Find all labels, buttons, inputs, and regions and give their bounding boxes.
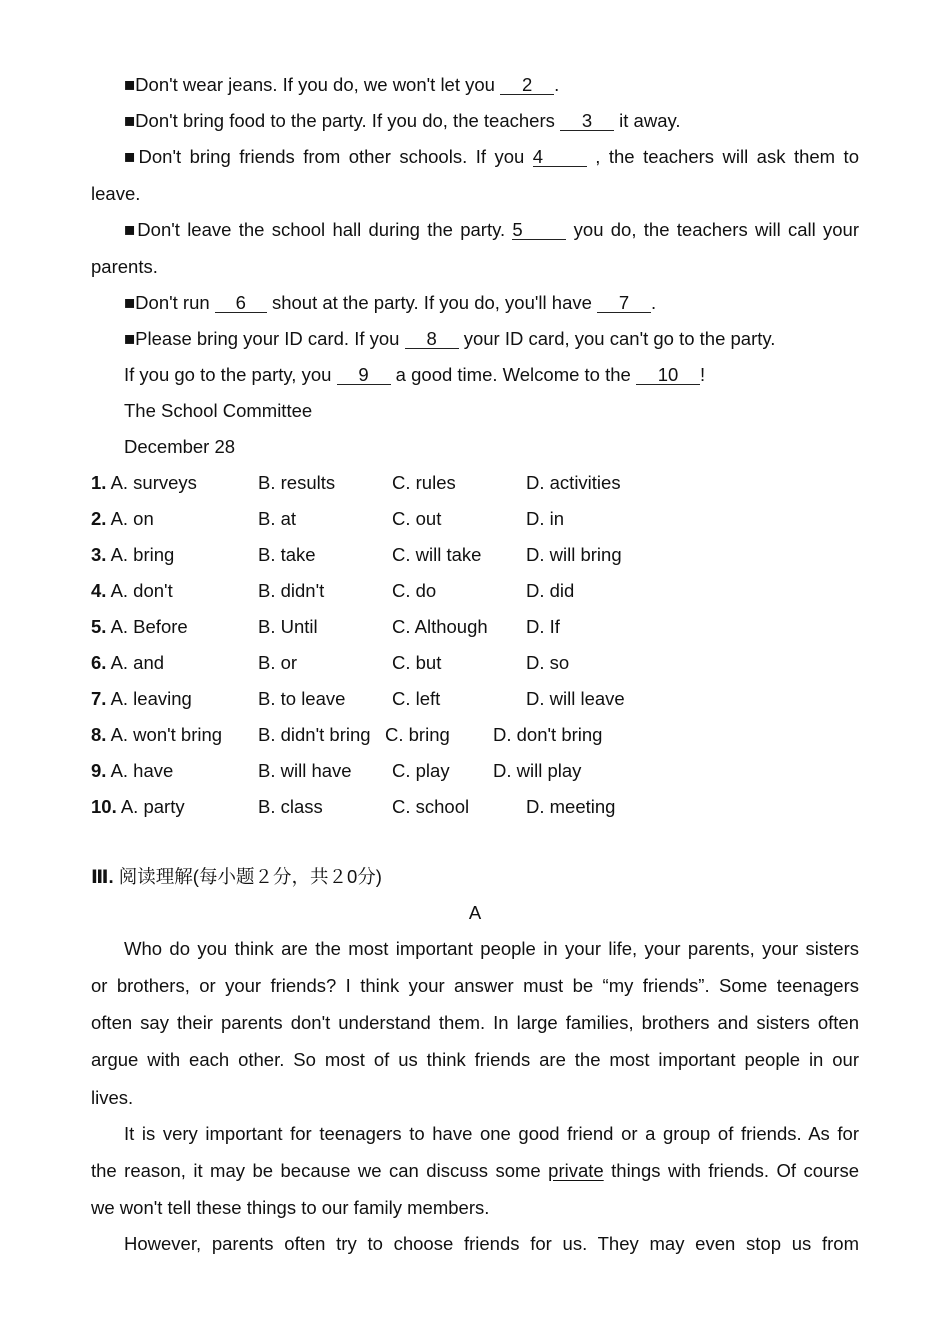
question-row: 8. A. won't bring [91, 724, 223, 745]
section-heading: Ⅲ. 阅读理解(每小题２分，共２0分) [91, 866, 382, 887]
passage-p2-line2: the reason, it may be because we can discuss some private things with friends. Of course [91, 1160, 859, 1181]
passage-p1-line4: argue with each other. So most of us think friends are the most important people in our [91, 1049, 859, 1070]
option-d: D. don't bring [493, 724, 603, 745]
option-d: D. in [526, 508, 565, 529]
option-d: D. If [526, 616, 560, 637]
question-row: 6. A. and [91, 652, 165, 673]
option-c: C. out [392, 508, 442, 529]
option-d: D. will bring [526, 544, 622, 565]
option-c: C. do [392, 580, 437, 601]
passage-p2-line3: we won't tell these things to our family members. [91, 1197, 490, 1218]
blank-4: 4 [533, 147, 587, 167]
question-row: 10. A. party [91, 796, 185, 817]
rule-line-5: ■Don't run 6 shout at the party. If you do, you'll have 7 . [124, 292, 657, 313]
blank-5: 5 [512, 220, 566, 240]
passage-p1-line5: lives. [91, 1087, 134, 1108]
option-c: C. play [392, 760, 450, 781]
option-c: C. bring [385, 724, 450, 745]
passage-p3-line1: However, parents often try to choose friends for us. They may even stop us from [124, 1233, 859, 1254]
passage-p1-line2: or brothers, or your friends? I think your answer must be “my friends”. Some teenagers [91, 975, 859, 996]
question-row: 5. A. Before [91, 616, 188, 637]
rule-line-3-cont: leave. [91, 183, 141, 204]
option-c: C. will take [392, 544, 482, 565]
rule-line-2: ■Don't bring food to the party. If you do, the teachers 3 it away. [124, 110, 681, 131]
option-d: D. did [526, 580, 575, 601]
option-d: D. so [526, 652, 570, 673]
blank-10: 10 [636, 365, 700, 385]
option-c: C. school [392, 796, 470, 817]
option-b: B. at [258, 508, 297, 529]
option-d: D. meeting [526, 796, 616, 817]
blank-7: 7 [597, 293, 651, 313]
option-b: B. didn't [258, 580, 325, 601]
rule-line-7: If you go to the party, you 9 a good time. Welcome to the 10 ! [124, 364, 706, 385]
option-d: D. activities [526, 472, 621, 493]
rule-line-1: ■Don't wear jeans. If you do, we won't let you 2 . [124, 74, 560, 95]
option-b: B. will have [258, 760, 352, 781]
option-b: B. or [258, 652, 298, 673]
signature: The School Committee [124, 400, 313, 421]
underlined-word-private: private [548, 1160, 604, 1181]
passage-p2-line1: It is very important for teenagers to have one good friend or a group of friends. As for [124, 1123, 859, 1144]
blank-9: 9 [337, 365, 391, 385]
passage-title: A [468, 902, 482, 923]
blank-3: 3 [560, 111, 614, 131]
passage-p1-line1: Who do you think are the most important people in your life, your parents, your sisters [124, 938, 859, 959]
option-b: B. didn't bring [258, 724, 371, 745]
option-b: B. to leave [258, 688, 346, 709]
option-b: B. take [258, 544, 316, 565]
blank-6: 6 [215, 293, 267, 313]
option-c: C. rules [392, 472, 456, 493]
question-row: 9. A. have [91, 760, 174, 781]
option-d: D. will play [493, 760, 582, 781]
question-row: 3. A. bring [91, 544, 175, 565]
passage-p1-line3: often say their parents don't understand them. In large families, brothers and sisters often [91, 1012, 859, 1033]
date: December 28 [124, 436, 236, 457]
question-row: 2. A. on [91, 508, 154, 529]
option-c: C. but [392, 652, 442, 673]
question-row: 7. A. leaving [91, 688, 192, 709]
rule-line-4-cont: parents. [91, 256, 158, 277]
option-c: C. Although [392, 616, 488, 637]
rule-line-6: ■Please bring your ID card. If you 8 your ID card, you can't go to the party. [124, 328, 776, 349]
option-b: B. class [258, 796, 323, 817]
question-row: 1. A. surveys [91, 472, 197, 493]
blank-2: 2 [500, 75, 554, 95]
blank-8: 8 [405, 329, 459, 349]
rule-line-4: ■Don't leave the school hall during the party. 5 you do, the teachers will call your [124, 219, 859, 240]
rule-line-3: ■Don't bring friends from other schools. If you 4 , the teachers will ask them to [124, 146, 859, 167]
question-row: 4. A. don't [91, 580, 173, 601]
option-d: D. will leave [526, 688, 625, 709]
option-b: B. Until [258, 616, 318, 637]
option-b: B. results [258, 472, 336, 493]
option-c: C. left [392, 688, 441, 709]
